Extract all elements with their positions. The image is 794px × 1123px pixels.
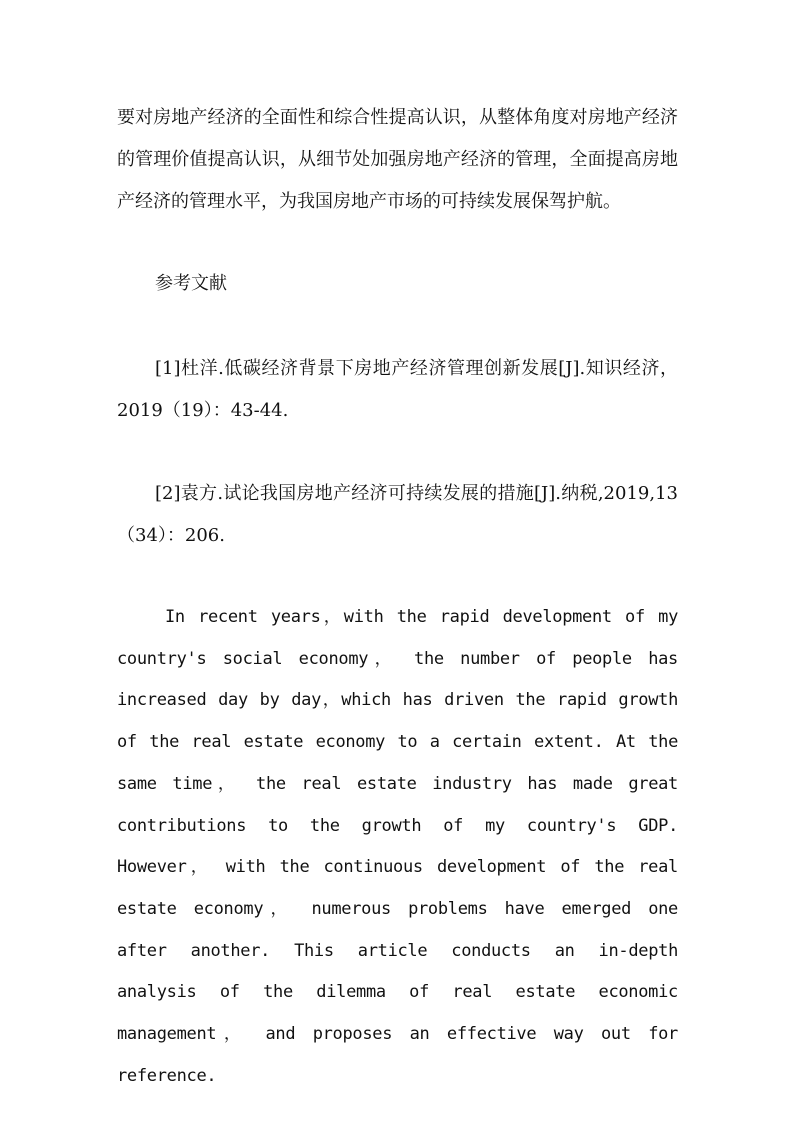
reference-item-2: [2]袁方.试论我国房地产经济可持续发展的措施[J].纳税,2019,13（34）：206.	[117, 483, 678, 546]
reference-item-1: [1]杜洋.低碳经济背景下房地产经济管理创新发展[J].知识经济，2019（19）：43-44.	[117, 358, 678, 421]
english-abstract-paragraph: In recent years，with the rapid development of my country's social economy， the number of people has increased day by day，which has driven the rapid growth of the real estate economy to a certain extent. At the same time， the real estate industry has made great contributions to the growth of my country's GDP. However， with the continuous development of the real estate economy， numerous problems have emerged one after another. This article conducts an in-depth analysis of the dilemma of real estate economic management， and proposes an effective way out for reference.	[117, 607, 678, 1086]
body-paragraph: 要对房地产经济的全面性和综合性提高认识，从整体角度对房地产经济的管理价值提高认识，从细节处加强房地产经济的管理，全面提高房地产经济的管理水平，为我国房地产市场的可持续发展保驾护航。	[117, 107, 678, 212]
references-heading: 参考文献	[155, 273, 227, 294]
